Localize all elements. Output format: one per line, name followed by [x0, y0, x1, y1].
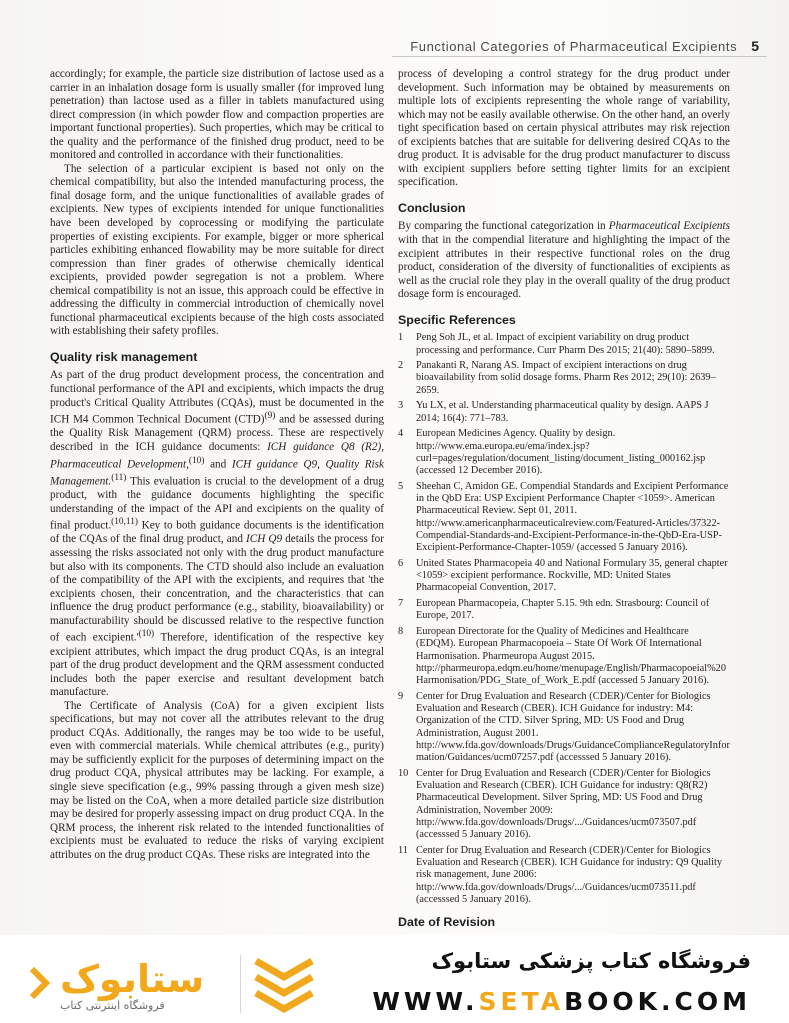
- footer-banner: [0, 935, 789, 1023]
- reference-number: 3: [398, 400, 404, 412]
- reference-text: Sheehan C, Amidon GE. Compendial Standards and Excipient Performance in the QbD Era: USP Excipient Performance Chapter <1059>. American Pharmaceutical Review. Sept 01, 2011. http://www.americanpharmaceuticalreview.com/Featured-Articles/37322-Compendial-Standards-and-Excipient-Performance-in-the-QbD-Era-USP-Excipient-Performance-Chapter-1059/ (accessed 5 January 2016).: [416, 480, 729, 554]
- paragraph: accordingly; for example, the particle size distribution of lactose used as a carrier in an inhalation dosage form is usually smaller (for improved lung penetration) than lactose used as a filler in tablets manufactured using direct compression (in which powder flow and compaction properties are important functional properties). Such properties, which may be critical to the quality and the performance of the finished drug product, need to be monitored and controlled in accordance with their functionalities.: [50, 68, 384, 162]
- reference-text: Center for Drug Evaluation and Research (CDER)/Center for Biologics Evaluation and Research (CBER). ICH Guidance for industry: M4: Organization of the CTD. Silver Spring, MD: US Food and Drug Administration, August 2001. http://www.fda.gov/downloads/Drugs/GuidanceComplianceRegulatoryInformation/Guidances/ucm07257.pdf (accesssed 5 January 2016).: [416, 690, 730, 764]
- reference-number: 2: [398, 360, 404, 372]
- shop-name: فروشگاه کتاب پزشکی ستابوک: [431, 949, 751, 973]
- reference-text: Center for Drug Evaluation and Research (CDER)/Center for Biologics Evaluation and Research (CBER). ICH Guidance for industry: Q9 Quality risk management, June 2006: http://www.fda.gov/downloads/Drugs/.../Guidances/ucm073511.pdf (accesssed 5 January 2016).: [416, 844, 722, 906]
- reference-number: 8: [398, 625, 404, 637]
- page-number: 5: [751, 38, 759, 54]
- reference-item: [398, 598, 730, 623]
- reference-item: [398, 428, 730, 477]
- store-logo[interactable]: [28, 957, 238, 1015]
- reference-item: [398, 845, 730, 906]
- reference-text: United States Pharmacopeia 40 and National Formulary 35, general chapter <1059> excipient performance. Rockville, MD: United States Pharmacopeial Convention, 2017.: [416, 557, 728, 594]
- reference-text: Yu LX, et al. Understanding pharmaceutical quality by design. AAPS J 2014; 16(4): 771–783.: [416, 400, 709, 424]
- paragraph: By comparing the functional categorization in Pharmaceutical Excipients with that in the compendial literature and highlighting the impact of the excipient attributes in their respective functional roles on the drug product, consideration of the diversity of functionalities of excipients as well as the crucial role they play in the overall quality of the drug product dosage form is encouraged.: [398, 220, 730, 301]
- revision-heading: Date of Revision: [398, 915, 496, 930]
- section-heading: Quality risk management: [50, 349, 198, 364]
- references-heading: Specific References: [398, 312, 516, 327]
- reference-item: [398, 626, 730, 687]
- shop-url[interactable]: WWW.SETABOOK.COM: [372, 987, 751, 1016]
- reference-text: European Pharmacopeia, Chapter 5.15. 9th edn. Strasbourg: Council of Europe, 2017.: [416, 598, 710, 622]
- reference-list: [398, 332, 730, 906]
- paragraph: As part of the drug product development process, the concentration and functional performance of the API and excipients, which impacts the drug product's Critical Quality Attributes (CQAs), must be documented in the ICH M4 Common Technical Document (CTD)$^{(9)}$ and be assessed during the Quality Risk Management (QRM) process. These are respectively described in the ICH guidance documents: ICH guidance Q8 (R2), Pharmaceutical Development,$^{(10)}$ and ICH guidance Q9, Quality Risk Management.$^{(11)}$ This evaluation is crucial to the development of a drug product, with the guidance documents highlighting the specific understanding of the impact of the API and excipients on the quality of final product.$^{(10,11)}$ Key to both guidance documents is the identification of the CQAs of the final drug product, and ICH Q9 details the process for assessing the risks associated not only with the drug product manufacture but also with its components. The CTD should also include an evaluation of the compatibility of the API with the excipients, and requires that 'the excipients chosen, their concentration, and the characteristics that can influence the drug product performance (e.g., stability, bioavailability) or manufacturability should be discussed relative to the respective function of each $excipient.'^{(10)}$ Therefore, identification of the respective key excipient attributes, which impact the drug product CQAs, is an integral part of the drug product development and the QRM assessment conducted includes both the paper exercise and resultant development batch manufacture.: [50, 369, 385, 699]
- logo-subtitle: فروشگاه اینترنتی کتاب: [60, 999, 165, 1012]
- conclusion-heading: Conclusion: [398, 200, 466, 215]
- reference-item: [398, 360, 730, 397]
- reference-number: 5: [398, 480, 404, 492]
- reference-item: [398, 768, 730, 842]
- reference-text: European Directorate for the Quality of Medicines and Healthcare (EDQM). European Pharmacopoeia – State Of Work Of International Harmonisation. Pharmeuropa August 2015. http://pharmeuropa.edqm.eu/home/menupage/English/Pharmacopoeial%20Harmonisation/PDG_State_of_Work_E.pdf (accessed 5 January 2016).: [416, 625, 726, 687]
- paragraph: process of developing a control strategy for the drug product under development. Such information may be obtained by measurements on multiple lots of excipients representing the whole range of variability, which may not be easily available otherwise. On the other hand, an overly tight specification based on certain physical attributes may risk rejection of excipients batches that are suitable for delivering desired CQAs to the drug product. It is advisable for the drug product manufacturer to discuss with excipient suppliers before setting tighter limits for an excipient specification.: [398, 68, 730, 189]
- reference-number: 10: [398, 767, 409, 779]
- reference-number: 4: [398, 428, 404, 440]
- reference-item: [398, 481, 730, 555]
- header-rule: [392, 56, 767, 57]
- reference-number: 7: [398, 598, 404, 610]
- reference-text: Panakanti R, Narang AS. Impact of excipient interactions on drug bioavailability from solid dosage forms. Pharm Res 2012; 29(10): 2639–2659.: [416, 360, 716, 396]
- reference-item: [398, 332, 730, 357]
- running-head: [392, 38, 759, 54]
- logo-text: ستابوک: [60, 957, 205, 1001]
- reference-item: [398, 691, 730, 765]
- running-title: Functional Categories of Pharmaceutical Excipients: [410, 39, 738, 54]
- chevron-stack-icon: [248, 951, 320, 1021]
- divider: [240, 955, 241, 1013]
- right-column: [398, 68, 730, 948]
- left-column: [50, 68, 384, 862]
- paragraph: The selection of a particular excipient is based not only on the chemical compatibility, but also the intended manufacturing process, the final dosage form, and the unique functionalities of available grades of excipients. New types of excipients intended for unique functionalities have been developed by coprocessing or modifying the particulate properties of existing excipients. For example, bigger or more spherical particles exhibiting enhanced flowability may be more suitable for direct compression than finer grades of otherwise chemically identical excipients, provided powder segregation is not a problem. Where chemical compatibility is not an issue, this approach could be effective in addressing the difficulty in commercial introduction of chemically novel functional pharmaceutical excipients because of the high costs associated with establishing their safety profiles.: [50, 162, 384, 338]
- reference-text: European Medicines Agency. Quality by design. http://www.ema.europa.eu/ema/index.jsp?curl=pages/regulation/document_listing/document_listing_000162.jsp (accessed 12 December 2016).: [416, 428, 706, 477]
- reference-item: [398, 400, 730, 425]
- reference-text: Peng Soh JL, et al. Impact of excipient variability on drug product processing and performance. Curr Pharm Des 2015; 21(40): 5890–5899.: [416, 332, 715, 356]
- reference-number: 1: [398, 332, 404, 344]
- reference-number: 11: [398, 844, 408, 856]
- reference-number: 9: [398, 690, 404, 702]
- reference-text: Center for Drug Evaluation and Research (CDER)/Center for Biologics Evaluation and Research (CBER). ICH Guidance for industry: Q8(R2) Pharmaceutical Development. Silver Spring, MD: US Food and Drug Administration, November 2009: http://www.fda.gov/downloads/Drugs/.../Guidances/ucm073507.pdf (accesssed 5 January 2016).: [416, 767, 711, 841]
- logo-mark-icon: [28, 963, 58, 1003]
- reference-number: 6: [398, 557, 404, 569]
- reference-item: [398, 558, 730, 595]
- paragraph: The Certificate of Analysis (CoA) for a given excipient lists specifications, but may not cover all the attributes relevant to the drug product CQAs. Additionally, the ranges may be too wide to be useful, even with commercial materials. While chemical attributes (e.g., purity) may be sufficiently explicit for the purposes of determining impact on the drug product CQA, physical attributes may be lacking. For example, a single sieve specification (e.g., 99% passing through a given mesh size) may be listed on the CoA, when a more detailed particle size distribution may be desired for properly assessing impact on drug product CQA. In the QRM process, the inherent risk related to the intended functionalities of excipients must be evaluated to reduce the risks of varying excipient attributes on the drug product CQAs. These risks are integrated into the: [50, 699, 384, 861]
